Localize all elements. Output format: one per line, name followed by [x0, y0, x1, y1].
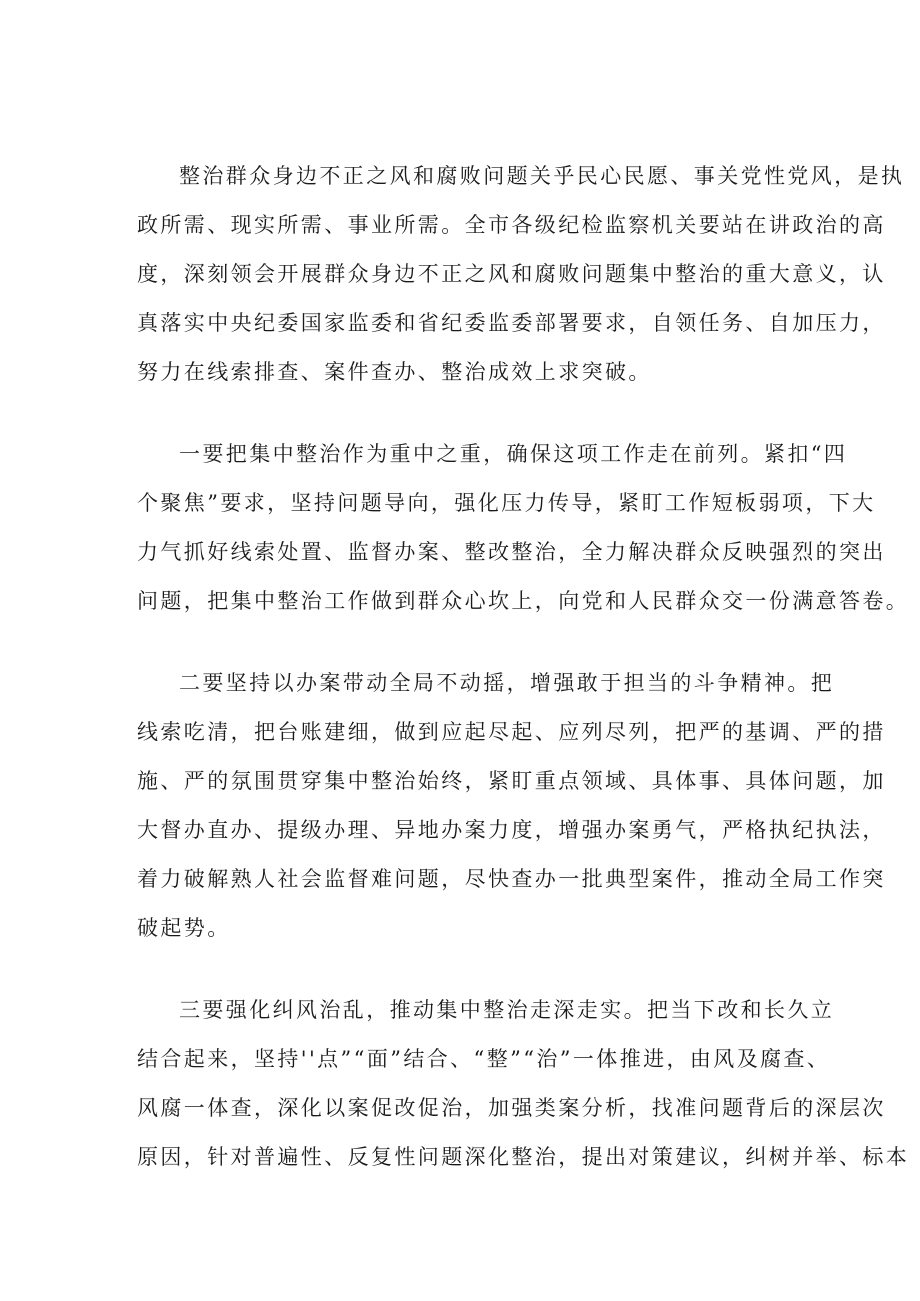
text-line: 原因，针对普遍性、反复性问题深化整治，提出对策建议，纠树并举、标本 [137, 1145, 910, 1169]
paragraph-point-two [137, 659, 886, 953]
text-line: 破起势。 [137, 916, 231, 940]
text-line: 着力破解熟人社会监督难问题，尽快查办一批典型案件，推动全局工作突 [137, 867, 886, 891]
text-line: 整治群众身边不正之风和腐败问题关乎民心民愿、事关党性党风，是执 [179, 164, 905, 188]
text-line: 努力在线索排查、案件查办、整治成效上求突破。 [137, 360, 652, 384]
text-line: 结合起来，坚持''点”“面”结合、“整”“治”一体推进，由风及腐查、 [137, 1047, 831, 1071]
text-line: 真落实中央纪委国家监委和省纪委监委部署要求，自领任务、自加压力， [137, 311, 886, 335]
paragraph-point-three [137, 986, 910, 1182]
text-line: 施、严的氛围贯穿集中整治始终，紧盯重点领域、具体事、具体问题，加 [137, 769, 886, 793]
text-line: 个聚焦”要求，坚持问题导向，强化压力传导，紧盯工作短板弱项，下大 [137, 491, 876, 515]
paragraph-intro [137, 152, 905, 397]
paragraph-point-one [137, 430, 910, 626]
text-line: 问题，把集中整治工作做到群众心坎上，向党和人民群众交一份满意答卷。 [137, 589, 910, 613]
text-line: 大督办直办、提级办理、异地办案力度，增强办案勇气，严格执纪执法， [137, 818, 886, 842]
document-body [137, 152, 910, 1215]
text-line: 线索吃清，把台账建细，做到应起尽起、应列尽列，把严的基调、严的措 [137, 720, 886, 744]
text-line: 风腐一体查，深化以案促改促治，加强类案分析，找准问题背后的深层次 [137, 1096, 886, 1120]
text-line: 二要坚持以办案带动全局不动摇，增强敢于担当的斗争精神。把 [179, 671, 835, 695]
text-line: 三要强化纠风治乱，推动集中整治走深走实。把当下改和长久立 [179, 998, 835, 1022]
text-line: 度，深刻领会开展群众身边不正之风和腐败问题集中整治的重大意义，认 [137, 262, 886, 286]
text-line: 力气抓好线索处置、监督办案、整改整治，全力解决群众反映强烈的突出 [137, 540, 886, 564]
text-line: 一要把集中整治作为重中之重，确保这项工作走在前列。紧扣“四 [179, 442, 848, 466]
text-line: 政所需、现实所需、事业所需。全市各级纪检监察机关要站在讲政治的高 [137, 213, 886, 237]
